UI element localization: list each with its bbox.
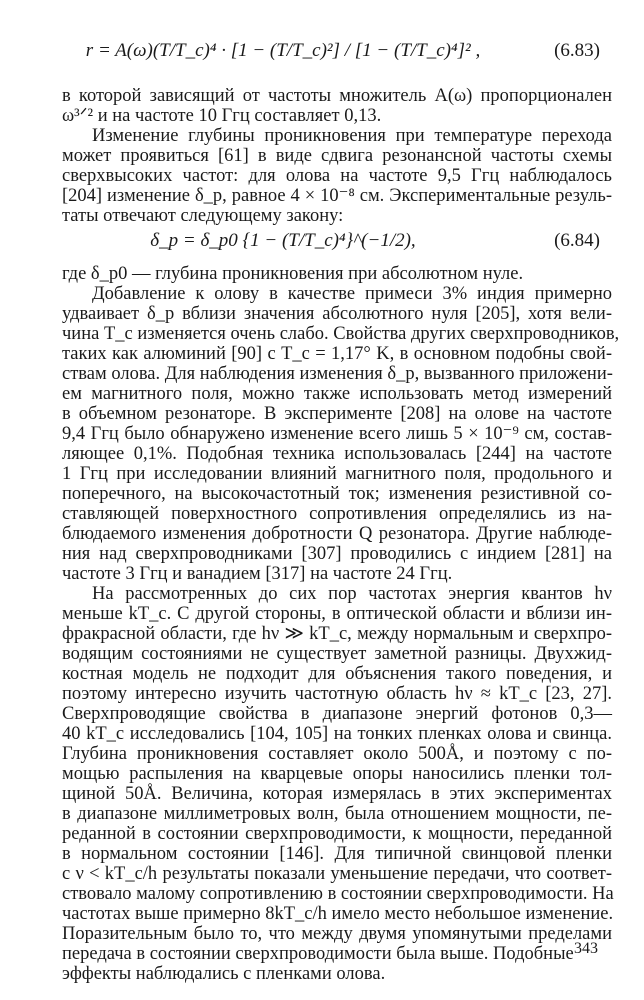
formula-6-83 <box>48 34 600 74</box>
text-line: в объемном резонаторе. В эксперименте [208] на олове на частоте <box>62 404 612 424</box>
text-line: блюдаемого изменения добротности Q резонатора. Другие наблюде- <box>62 524 612 544</box>
formula-6-84 <box>48 224 600 264</box>
text-line: ω³ᐟ² и на частоте 10 Ггц составляет 0,13. <box>62 106 382 126</box>
text-line: передача в состоянии сверхпроводимости была выше. Подобные <box>62 944 574 964</box>
text-line: поэтому интересно изучить частотную область hν ≈ kT_c [23, 27]. <box>62 684 612 704</box>
text-line: частоте 3 Ггц и ванадием [317] на частоте 24 Ггц. <box>62 564 453 584</box>
text-line: частотах выше примерно 8kT_c/h имело место небольшое изменение. <box>62 904 614 924</box>
text-line: с ν < kT_c/h результаты показали уменьшение передачи, что соответ- <box>62 864 612 884</box>
equation-number: (6.83) <box>554 40 600 61</box>
text-line: фракрасной области, где hν ≫ kT_c, между нормальным и сверхпро- <box>62 624 612 644</box>
text-line: в нормальном состоянии [146]. Для типичной свинцовой пленки <box>62 844 612 864</box>
text-line: удваивает δ_p вблизи значения абсолютного нуля [205], хотя вели- <box>62 304 612 324</box>
text-line: Добавление к олову в качестве примеси 3% индия примерно <box>92 284 612 304</box>
equation-number: (6.84) <box>554 230 600 251</box>
text-line: может проявиться [61] в виде сдвига резонансной частоты схемы <box>62 146 612 166</box>
text-line: Глубина проникновения составляет около 500Å, и поэтому с по- <box>62 744 612 764</box>
text-line: Поразительным было то, что между двумя упомянутыми пределами <box>62 924 612 944</box>
formula-expression: r = A(ω)(T/T_c)⁴ · [1 − (T/T_c)²] / [1 − (T/T_c)⁴]² , <box>85 40 481 61</box>
text-line: Изменение глубины проникновения при температуре перехода <box>92 126 612 146</box>
text-line: ния над сверхпроводниками [307] проводились с индием [281] на <box>62 544 612 564</box>
text-line: реданной в состоянии сверхпроводимости, к мощности, переданной <box>62 824 612 844</box>
text-line: ствовало малому сопротивлению в состоянии сверхпроводимости. На <box>62 884 614 904</box>
text-line: поперечного, на высокочастотный ток; изменения резистивной со- <box>62 484 612 504</box>
text-line: таты отвечают следующему закону: <box>62 206 344 226</box>
text-line: [204] изменение δ_p, равное 4 × 10⁻⁸ см. Экспериментальные резуль- <box>62 186 612 206</box>
text-line: ляющее 0,1%. Подобная техника использовалась [244] на частоте <box>62 444 612 464</box>
text-line: 1 Ггц при исследовании влияний магнитного поля, продольного и <box>62 464 612 484</box>
text-line: ставляющей поверхностного сопротивления определялись из на- <box>62 504 612 524</box>
text-line: сверхвысоких частот: для олова на частоте 9,5 Ггц наблюдалось <box>62 166 612 186</box>
text-line: где δ_p0 — глубина проникновения при абсолютном нуле. <box>62 264 524 284</box>
text-line: На рассмотренных до сих пор частотах энергия квантов hν <box>92 584 612 604</box>
text-line: в диапазоне миллиметровых волн, была отношением мощности, пе- <box>62 804 612 824</box>
text-line: Сверхпроводящие свойства в диапазоне энергий фотонов 0,3— <box>62 704 612 724</box>
text-line: костная модель не подходит для объяснения такого поведения, и <box>62 664 612 684</box>
text-line: в которой зависящий от частоты множитель A(ω) пропорционален <box>62 86 612 106</box>
text-line: 40 kT_c исследовались [104, 105] на тонких пленках олова и свинца. <box>62 724 612 744</box>
text-line: мощью распыления на кварцевые опоры наносились пленки тол- <box>62 764 612 784</box>
page-number: 343 <box>574 940 598 957</box>
text-line: меньше kT_c. С другой стороны, в оптической области и вблизи ин- <box>62 604 612 624</box>
text-line: ствам олова. Для наблюдения изменения δ_p, вызванного приложени- <box>62 364 613 384</box>
text-line: водящим состояниями не существует заметной разницы. Двухжид- <box>62 644 612 664</box>
formula-expression: δ_p = δ_p0 {1 − (T/T_c)⁴}^(−1/2), <box>150 230 416 251</box>
text-line: щиной 50Å. Величина, которая измерялась в этих экспериментах <box>62 784 612 804</box>
text-line: 9,4 Ггц было обнаружено изменение всего лишь 5 × 10⁻⁹ см, состав- <box>62 424 612 444</box>
text-line: ем магнитного поля, можно также использовать метод измерений <box>62 384 612 404</box>
text-line: эффекты наблюдались с пленками олова. <box>62 964 386 984</box>
text-line: таких как алюминий [90] с T_c = 1,17° K, в основном подобны свой- <box>62 344 612 364</box>
text-line: чина T_c изменяется очень слабо. Свойства других сверхпроводников, <box>62 324 620 344</box>
